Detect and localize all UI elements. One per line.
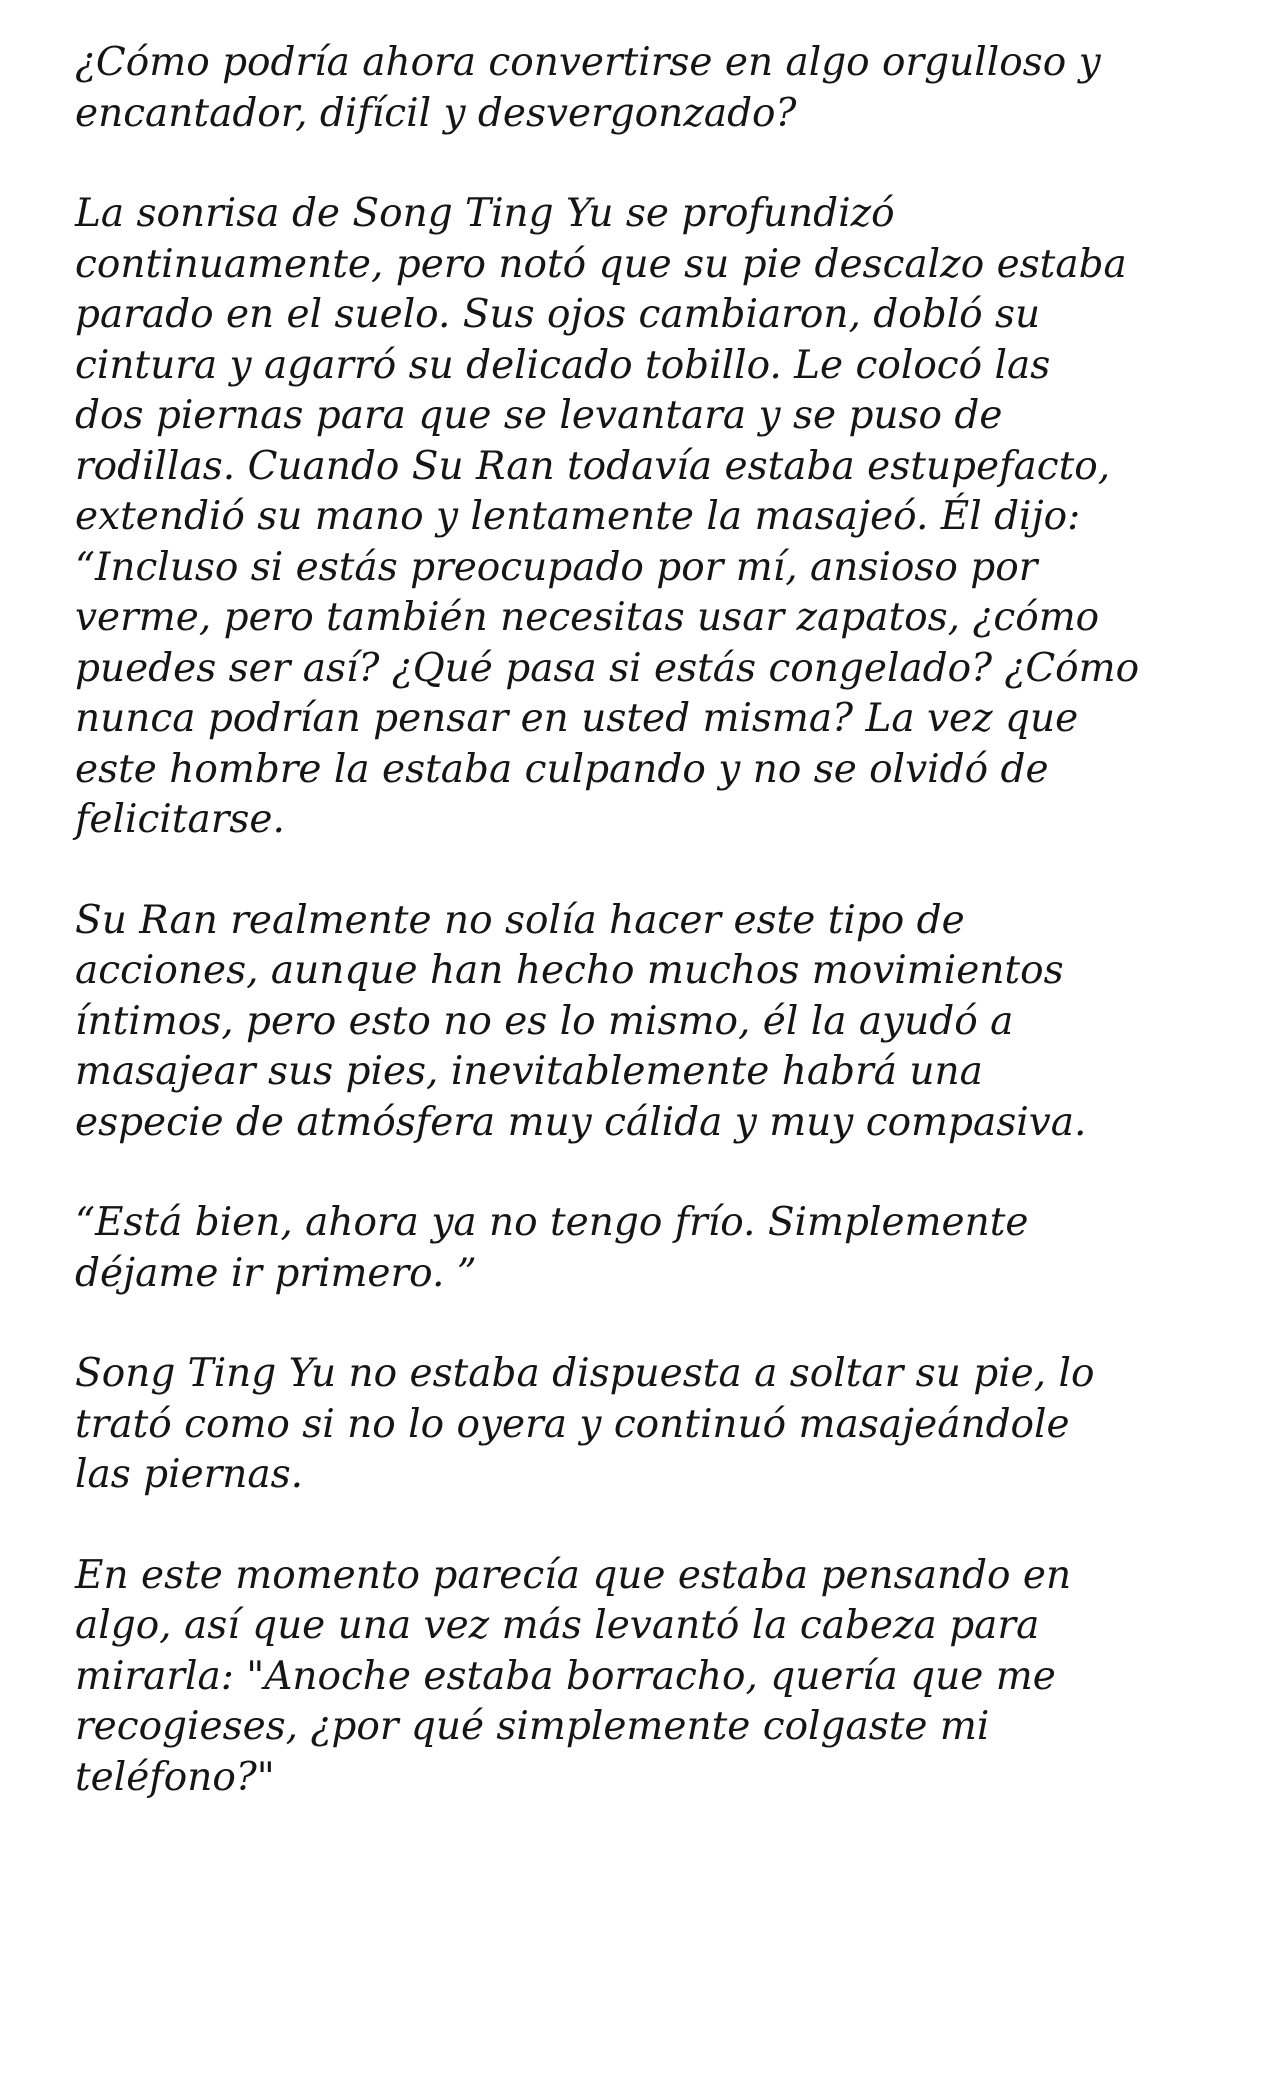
text-line: parado en el suelo. Sus ojos cambiaron, dobló su [75, 292, 1041, 337]
text-line: Su Ran realmente no solía hacer este tipo de [75, 897, 965, 943]
text-line: rodillas. Cuando Su Ran todavía estaba estupefacto, [75, 443, 1111, 489]
text-line: “Está bien, ahora ya no tengo frío. Simplemente [75, 1200, 1029, 1245]
text-line: encantador, difícil y desvergonzado? [75, 90, 797, 136]
text-line: este hombre la estaba culpando y no se olvidó de [75, 746, 1049, 792]
text-line: continuamente, pero notó que su pie descalzo estaba [75, 241, 1127, 287]
paragraph-5 [75, 1349, 1225, 1501]
text-line: Song Ting Yu no estaba dispuesta a soltar su pie, lo [75, 1351, 1095, 1396]
paragraph-1 [75, 38, 1225, 139]
text-line: masajear sus pies, inevitablemente habrá una [75, 1049, 983, 1094]
paragraph-6 [75, 1551, 1225, 1804]
text-line: teléfono?" [75, 1754, 275, 1800]
text-line: mirarla: "Anoche estaba borracho, quería que me [75, 1653, 1056, 1699]
text-line: En este momento parecía que estaba pensando en [75, 1552, 1072, 1598]
text-line: “Incluso si estás preocupado por mí, ansioso por [75, 544, 1038, 590]
text-line: verme, pero también necesitas usar zapatos, ¿cómo [75, 595, 1100, 640]
text-line: déjame ir primero. ” [75, 1250, 477, 1296]
text-line: acciones, aunque han hecho muchos movimientos [75, 948, 1064, 993]
text-line: puedes ser así? ¿Qué pasa si estás congelado? ¿Cómo [75, 645, 1140, 691]
text-line: nunca podrían pensar en usted misma? La vez que [75, 696, 1079, 741]
text-line: algo, así que una vez más levantó la cabeza para [75, 1603, 1040, 1648]
text-line: íntimos, pero esto no es lo mismo, él la ayudó a [75, 998, 1014, 1044]
text-line: felicitarse. [75, 797, 285, 842]
text-line: recogieses, ¿por qué simplemente colgaste mi [75, 1704, 990, 1749]
text-line: extendió su mano y lentamente la masajeó. Él dijo: [75, 494, 1081, 539]
text-line: cintura y agarró su delicado tobillo. Le colocó las [75, 342, 1051, 388]
text-line: trató como si no lo oyera y continuó masajeándole [75, 1401, 1070, 1447]
text-line: ¿Cómo podría ahora convertirse en algo orgulloso y [75, 40, 1101, 85]
text-line: especie de atmósfera muy cálida y muy compasiva. [75, 1099, 1087, 1145]
paragraph-2 [75, 189, 1225, 846]
paragraph-3 [75, 896, 1225, 1149]
text-line: las piernas. [75, 1452, 304, 1497]
text-line: dos piernas para que se levantara y se puso de [75, 393, 1003, 438]
paragraph-4 [75, 1198, 1225, 1299]
text-line: La sonrisa de Song Ting Yu se profundizó [75, 191, 895, 236]
document-page [75, 38, 1225, 1853]
